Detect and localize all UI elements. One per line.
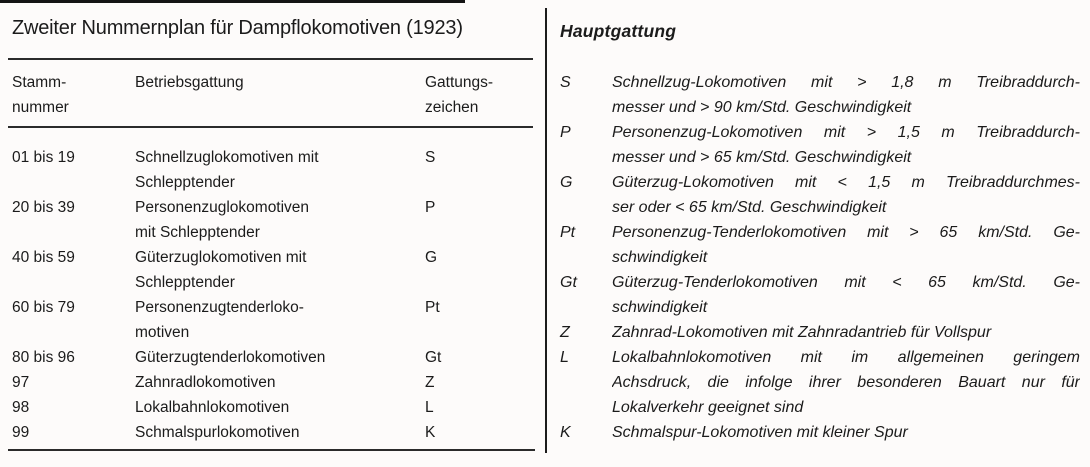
table-row xyxy=(12,245,533,295)
cell-gattungszeichen: Gt xyxy=(425,349,442,366)
definition-line: messer und > 65 km/Std. Geschwindigkeit xyxy=(612,149,912,166)
definition-entry xyxy=(560,120,1080,170)
table-body xyxy=(12,145,533,445)
cell-stammnummer: 99 xyxy=(12,424,30,441)
entry-symbol: Gt xyxy=(560,274,577,291)
header-stammnummer: Stamm- nummer xyxy=(12,74,69,116)
definition-line: Lokalbahnlokomotiven mit im allgemeinen geringem xyxy=(612,349,1080,366)
definition-line: Schmalspur-Lokomotiven mit kleiner Spur xyxy=(612,424,908,441)
entry-symbol: L xyxy=(560,349,569,366)
definition-line: Güterzug-Lokomotiven mit < 1,5 m Treibraddurchmes- xyxy=(612,174,1080,191)
cell-betriebsgattung: Lokalbahnlokomotiven xyxy=(135,399,290,416)
column-divider xyxy=(545,8,547,453)
cell-stammnummer: 40 bis 59 xyxy=(12,249,75,266)
definition-entry xyxy=(560,70,1080,120)
entry-text xyxy=(612,320,1080,345)
table-rule-top xyxy=(8,58,533,60)
cell-gattungszeichen: G xyxy=(425,249,438,266)
definition-entry xyxy=(560,170,1080,220)
definition-line: Achsdruck, die infolge ihrer besonderen Bauart nur für xyxy=(612,374,1080,391)
cell-gattungszeichen: P xyxy=(425,199,436,216)
cell-betriebsgattung: Personenzuglokomotiven mit Schlepptender xyxy=(135,199,310,241)
cell-betriebsgattung: Schnellzuglokomotiven mit Schlepptender xyxy=(135,149,319,191)
table-rule-header xyxy=(8,126,533,128)
table-rule-bottom xyxy=(8,449,535,451)
entry-symbol: Pt xyxy=(560,224,576,241)
definition-line: schwindigkeit xyxy=(612,299,708,316)
definition-line: ser oder < 65 km/Std. Geschwindigkeit xyxy=(612,199,887,216)
cell-stammnummer: 60 bis 79 xyxy=(12,299,75,316)
table-row xyxy=(12,295,533,345)
cell-betriebsgattung: Güterzuglokomotiven mit Schlepptender xyxy=(135,249,307,291)
panel-title: Hauptgattung xyxy=(560,21,677,41)
cell-stammnummer: 98 xyxy=(12,399,30,416)
entry-text xyxy=(612,70,1080,120)
cell-gattungszeichen: Z xyxy=(425,374,435,391)
entry-text xyxy=(612,420,1080,445)
definition-list xyxy=(560,70,1080,445)
definition-entry xyxy=(560,420,1080,445)
definition-line: messer und > 90 km/Std. Geschwindigkeit xyxy=(612,99,912,116)
entry-symbol: K xyxy=(560,424,571,441)
definition-line: Schnellzug-Lokomotiven mit > 1,8 m Treibraddurch- xyxy=(612,74,1080,91)
entry-symbol: S xyxy=(560,74,571,91)
entry-symbol: Z xyxy=(560,324,570,341)
cell-stammnummer: 20 bis 39 xyxy=(12,199,75,216)
cell-betriebsgattung: Zahnradlokomotiven xyxy=(135,374,276,391)
header-gattungszeichen: Gattungs- zeichen xyxy=(425,74,494,116)
entry-symbol: P xyxy=(560,124,571,141)
definition-line: Personenzug-Tenderlokomotiven mit > 65 km/Std. Ge- xyxy=(612,224,1080,241)
table-title: Zweiter Nummernplan für Dampflokomotiven (1923) xyxy=(12,17,463,39)
cell-betriebsgattung: Güterzugtenderlokomotiven xyxy=(135,349,326,366)
definition-entry xyxy=(560,220,1080,270)
cell-stammnummer: 97 xyxy=(12,374,30,391)
header-betriebsgattung: Betriebsgattung xyxy=(135,74,244,91)
definition-line: Personenzug-Lokomotiven mit > 1,5 m Treibraddurch- xyxy=(612,124,1080,141)
definition-entry xyxy=(560,320,1080,345)
definition-line: schwindigkeit xyxy=(612,249,708,266)
table-row xyxy=(12,395,533,420)
cell-stammnummer: 80 bis 96 xyxy=(12,349,75,366)
entry-text xyxy=(612,345,1080,420)
entry-text xyxy=(612,220,1080,270)
cell-betriebsgattung: Schmalspurlokomotiven xyxy=(135,424,300,441)
definition-line: Güterzug-Tenderlokomotiven mit < 65 km/Std. Ge- xyxy=(612,274,1080,291)
entry-text xyxy=(612,170,1080,220)
cell-gattungszeichen: K xyxy=(425,424,436,441)
table-row xyxy=(12,345,533,370)
entry-symbol: G xyxy=(560,174,573,191)
cell-gattungszeichen: S xyxy=(425,149,436,166)
cell-stammnummer: 01 bis 19 xyxy=(12,149,75,166)
cell-gattungszeichen: Pt xyxy=(425,299,440,316)
definition-entry xyxy=(560,345,1080,420)
table-row xyxy=(12,420,533,445)
entry-text xyxy=(612,270,1080,320)
table-row xyxy=(12,370,533,395)
definition-line: Lokalverkehr geeignet sind xyxy=(612,399,804,416)
cell-betriebsgattung: Personenzugtenderloko- motiven xyxy=(135,299,304,341)
top-edge-artifact-line xyxy=(0,0,465,3)
definition-entry xyxy=(560,270,1080,320)
entry-text xyxy=(612,120,1080,170)
table-row xyxy=(12,145,533,195)
cell-gattungszeichen: L xyxy=(425,399,434,416)
table-row xyxy=(12,195,533,245)
definition-line: Zahnrad-Lokomotiven mit Zahnradantrieb für Vollspur xyxy=(612,324,992,341)
table-header-row xyxy=(12,70,533,120)
